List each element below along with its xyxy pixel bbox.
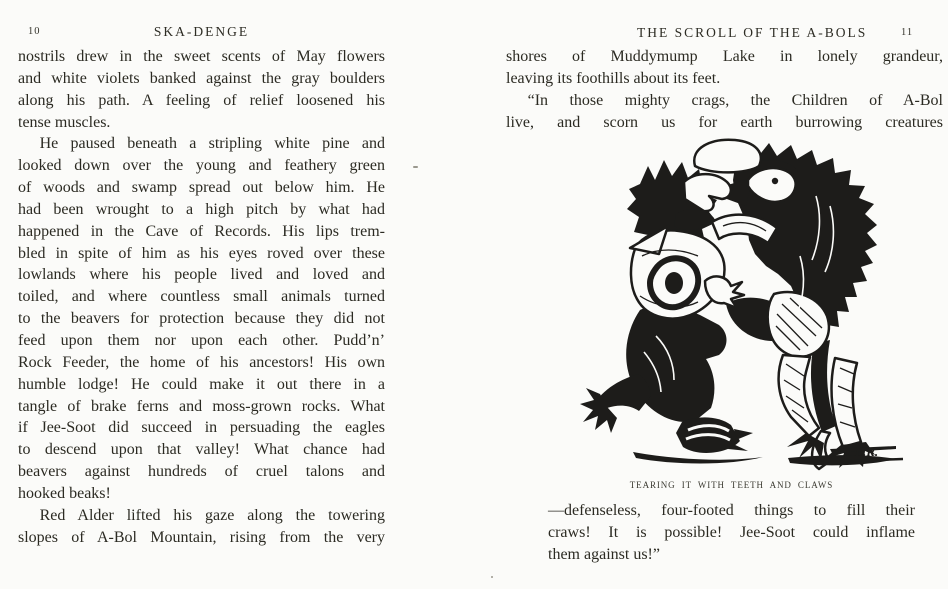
- running-header: SKA-DENGE: [153, 24, 250, 39]
- text-line: live, and scorn us for earth burrowing creatures: [506, 113, 943, 131]
- page-number: 11: [901, 27, 914, 38]
- paragraph: [506, 90, 943, 134]
- text-line: humble lodge! He could make it out there in a: [18, 375, 385, 393]
- text-line: lowlands where his people lived and loved and: [18, 266, 385, 284]
- right-page-text-top: [506, 46, 943, 133]
- running-header: THE SCROLL OF THE A-BOLS: [637, 25, 868, 40]
- text-line: —defenseless, four-footed things to fill their: [548, 502, 915, 519]
- text-line: toiled, and where countless small animals turned: [18, 288, 385, 306]
- paragraph: [506, 46, 943, 90]
- text-line: tangle of brake ferns and moss-grown rocks. What: [18, 397, 385, 415]
- page-number: 10: [28, 26, 41, 37]
- text-line: He paused beneath a stripling white pine and: [39, 135, 385, 153]
- illustration-drawing: [578, 136, 912, 474]
- text-line: hooked beaks!: [18, 484, 111, 502]
- text-line: Rock Feeder, the home of his ancestors! His own: [18, 353, 385, 371]
- paragraph: [18, 505, 385, 549]
- text-line: looked down over the young and feathery green: [18, 157, 385, 175]
- text-line: to descend upon that valley! What chance had: [18, 441, 385, 459]
- text-line: had been wrought to a high pitch by what had: [18, 200, 385, 218]
- text-line: bled in spite of him as his eyes roved over these: [18, 244, 385, 262]
- right-page-text-bottom: [548, 500, 915, 566]
- text-line: feed upon them nor upon each other. Pudd’n’: [18, 331, 385, 349]
- scan-speck: [491, 576, 493, 578]
- text-line: nostrils drew in the sweet scents of May flowers: [18, 48, 385, 65]
- text-line: Red Alder lifted his gaze along the towering: [39, 506, 385, 524]
- paragraph: [18, 133, 385, 504]
- paragraph: [548, 500, 915, 566]
- text-line: slopes of A-Bol Mountain, rising from the very: [18, 528, 385, 546]
- text-line: shores of Muddymump Lake in lonely grandeur,: [506, 48, 943, 65]
- text-line: beavers against hundreds of cruel talons and: [18, 463, 385, 481]
- scan-speck: [413, 166, 418, 168]
- text-line: leaving its foothills about its feet.: [506, 69, 721, 87]
- text-line: “In those mighty crags, the Children of A-Bol: [527, 91, 943, 109]
- illustration-caption: TEARING IT WITH TEETH AND CLAWS: [629, 480, 834, 490]
- text-line: if Jee-Soot did succeed in persuading the eagles: [18, 419, 385, 437]
- text-line: and white violets banked against the gray boulders: [18, 69, 385, 87]
- paragraph: [18, 46, 385, 133]
- left-page-text: [18, 46, 385, 548]
- text-line: tense muscles.: [18, 113, 111, 131]
- text-line: to the beavers for protection because they did not: [18, 310, 385, 328]
- illustration: [578, 136, 912, 474]
- artist-signature: L.R.: [855, 444, 879, 459]
- text-line: craws! It is possible! Jee-Soot could inflame: [548, 523, 915, 541]
- text-line: along his path. A feeling of relief loosened his: [18, 91, 385, 109]
- text-line: of woods and swamp spread out below him. He: [18, 179, 385, 197]
- text-line: them against us!”: [548, 545, 660, 563]
- text-line: happened in the Cave of Records. His lips trem-: [18, 222, 385, 240]
